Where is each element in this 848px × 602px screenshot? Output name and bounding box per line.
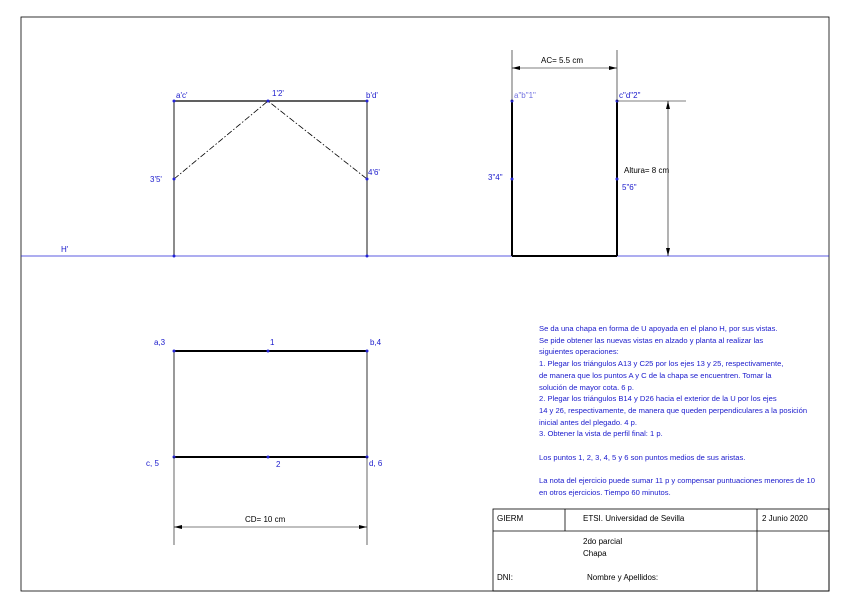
label-c5: c, 5 — [146, 459, 159, 468]
dim-cd-arrow-right — [359, 525, 367, 529]
point-34 — [511, 178, 514, 181]
point-b4 — [366, 350, 369, 353]
label-12: 1'2' — [272, 89, 284, 98]
front-fold-lines — [174, 101, 367, 179]
label-cdp: c"d"2" — [619, 91, 641, 100]
title-block-code: GIERM — [497, 514, 524, 523]
title-block-exam: 2do parcial — [583, 537, 623, 546]
point-front-br — [366, 255, 369, 258]
label-2: 2 — [276, 460, 281, 469]
label-d6: d, 6 — [369, 459, 383, 468]
title-block-dni-label: DNI: — [497, 573, 513, 582]
point-2 — [267, 456, 270, 459]
label-bd: b'd' — [366, 91, 378, 100]
ground-line-label: H' — [61, 245, 69, 254]
point-front-bl — [173, 255, 176, 258]
label-34: 3"4" — [488, 173, 503, 182]
title-block-name-label: Nombre y Apellidos: — [587, 573, 659, 582]
front-view — [150, 89, 380, 258]
exercise-statement — [539, 323, 829, 499]
label-a3: a,3 — [154, 338, 166, 347]
label-56: 5"6" — [622, 183, 637, 192]
title-block — [493, 509, 829, 591]
statement-paragraph-2: Los puntos 1, 2, 3, 4, 5 y 6 son puntos medios de sus aristas. — [539, 452, 746, 462]
dim-h-arrow-bottom — [666, 248, 670, 256]
title-block-date: 2 Junio 2020 — [762, 514, 808, 523]
top-view — [146, 338, 383, 545]
point-35 — [173, 178, 176, 181]
title-block-topic: Chapa — [583, 549, 607, 558]
label-35: 3'5' — [150, 175, 162, 184]
dim-ac-arrow-right — [609, 66, 617, 70]
dim-h-text: Altura= 8 cm — [624, 166, 670, 175]
point-12 — [267, 100, 270, 103]
statement-paragraph-3: La nota del ejercicio puede sumar 11 p y compensar puntuaciones menores de 10 en otros ejercicios. Tiempo 60 minutos. — [539, 476, 815, 497]
point-56 — [616, 178, 619, 181]
dim-ac-arrow-left — [512, 66, 520, 70]
label-1: 1 — [270, 338, 275, 347]
label-b4: b,4 — [370, 338, 382, 347]
side-view — [488, 50, 686, 256]
label-46: 4'6' — [368, 168, 380, 177]
point-1 — [267, 350, 270, 353]
statement-paragraph-1: Se da una chapa en forma de U apoyada en el plano H, por sus vistas. Se pide obtener las nuevas vistas en alzado y planta al realizar las siguientes operaciones: 1. Plegar los triángulos A13 y C25 por los ejes 13 y 25, respectivamente, de manera que los puntos A y C de la chapa se encuentren. Tomar la solución de mayor cota. 6 p. 2. Plegar los triángulos B14 y D26 hacia el exterior de la U por los ejes 14 y 26, respectivamente, de manera que queden perpendiculares a la posición inicial antes del plegado. 4 p. 3. Obtener la vista de perfil final: 1 p. — [539, 324, 808, 439]
label-abp: a"b"1" — [514, 91, 536, 100]
sheet-border — [21, 17, 829, 591]
dim-cd-text: CD= 10 cm — [245, 515, 286, 524]
dim-cd-arrow-left — [174, 525, 182, 529]
label-ac: a'c' — [176, 91, 188, 100]
point-a3 — [173, 350, 176, 353]
dim-ac-text: AC= 5.5 cm — [541, 56, 584, 65]
title-block-school: ETSI. Universidad de Sevilla — [583, 514, 685, 523]
dim-h-arrow-top — [666, 101, 670, 109]
point-46 — [366, 178, 369, 181]
